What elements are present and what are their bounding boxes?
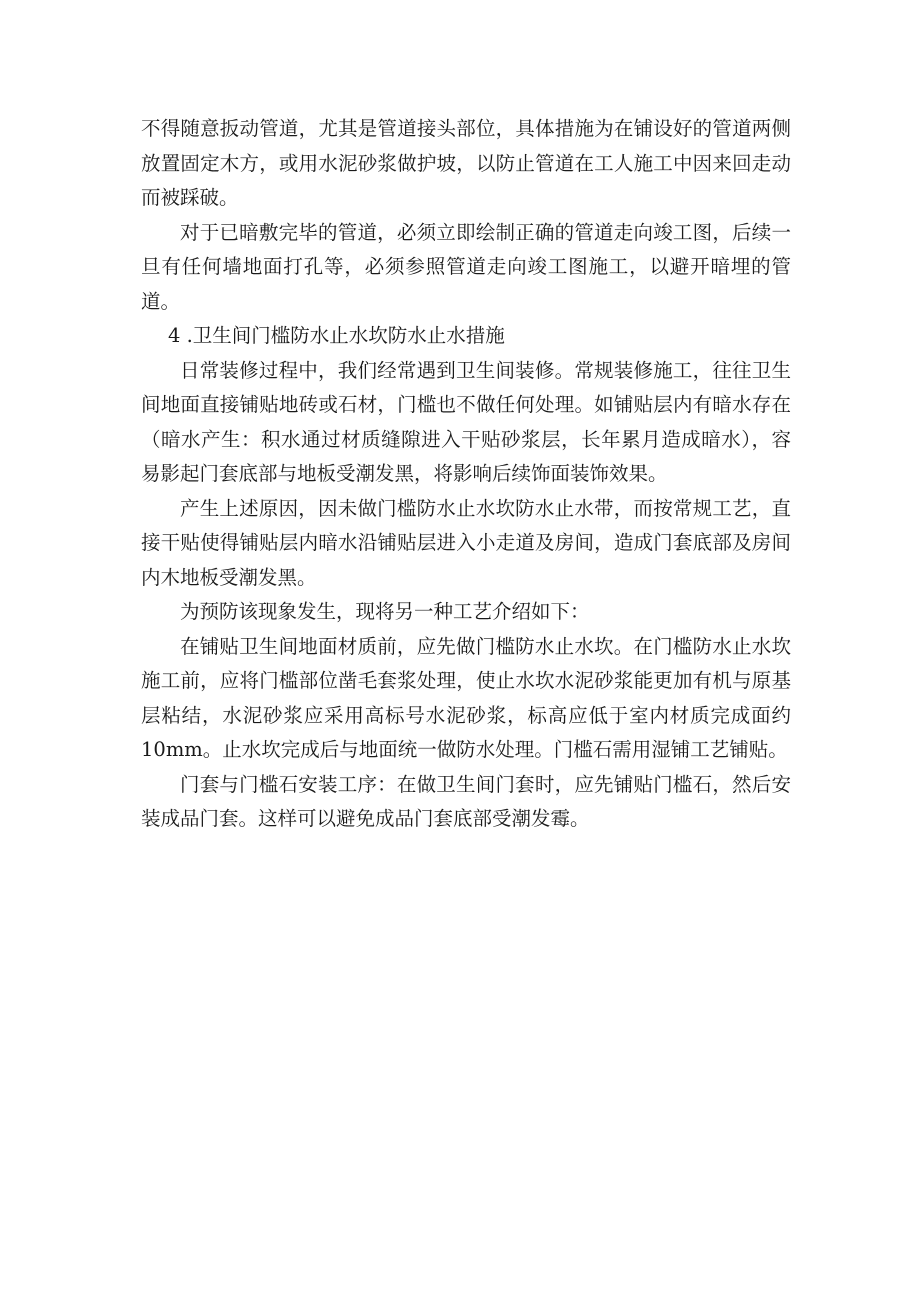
- paragraph-bathroom-renovation: 日常装修过程中，我们经常遇到卫生间装修。常规装修施工，往往卫生间地面直接铺贴地砖或石材，门槛也不做任何处理。如铺贴层内有暗水存在（暗水产生：积水通过材质缝隙进入干贴砂浆层，长年累月造成暗水），容易影起门套底部与地板受潮发黑，将影响后续饰面装饰效果。: [141, 358, 791, 485]
- paragraph-prevention-intro: 为预防该现象发生，现将另一种工艺介绍如下：: [180, 600, 590, 623]
- paragraph-cause: 产生上述原因，因未做门槛防水止水坎防水止水带，而按常规工艺，直接干贴使得铺贴层内暗水沿铺贴层进入小走道及房间，造成门套底部及房间内木地板受潮发黑。: [141, 496, 791, 589]
- paragraph-waterproof-sill-method: 在铺贴卫生间地面材质前，应先做门槛防水止水坎。在门槛防水止水坎施工前，应将门槛部位凿毛套浆处理，使止水坎水泥砂浆能更加有机与原基层粘结，水泥砂浆应采用高标号水泥砂浆，标高应低于室内材质完成面约 10mm。止水坎完成后与地面统一做防水处理。门槛石需用湿铺工艺铺贴。: [141, 634, 791, 761]
- paragraph-pipe-protection-continued: 不得随意扳动管道，尤其是管道接头部位，具体措施为在铺设好的管道两侧放置固定木方，或用水泥砂浆做护坡，以防止管道在工人施工中因来回走动而被踩破。: [141, 117, 791, 209]
- paragraph-installation-sequence: 门套与门槛石安装工序：在做卫生间门套时，应先铺贴门槛石，然后安装成品门套。这样可以避免成品门套底部受潮发霉。: [141, 772, 791, 830]
- section-heading-4: 4 .卫生间门槛防水止水坎防水止水措施: [168, 324, 505, 347]
- document-body: [141, 112, 791, 837]
- paragraph-as-built-drawing: 对于已暗敷完毕的管道，必须立即绘制正确的管道走向竣工图，后续一旦有任何墙地面打孔等，必须参照管道走向竣工图施工，以避开暗埋的管道。: [141, 220, 791, 313]
